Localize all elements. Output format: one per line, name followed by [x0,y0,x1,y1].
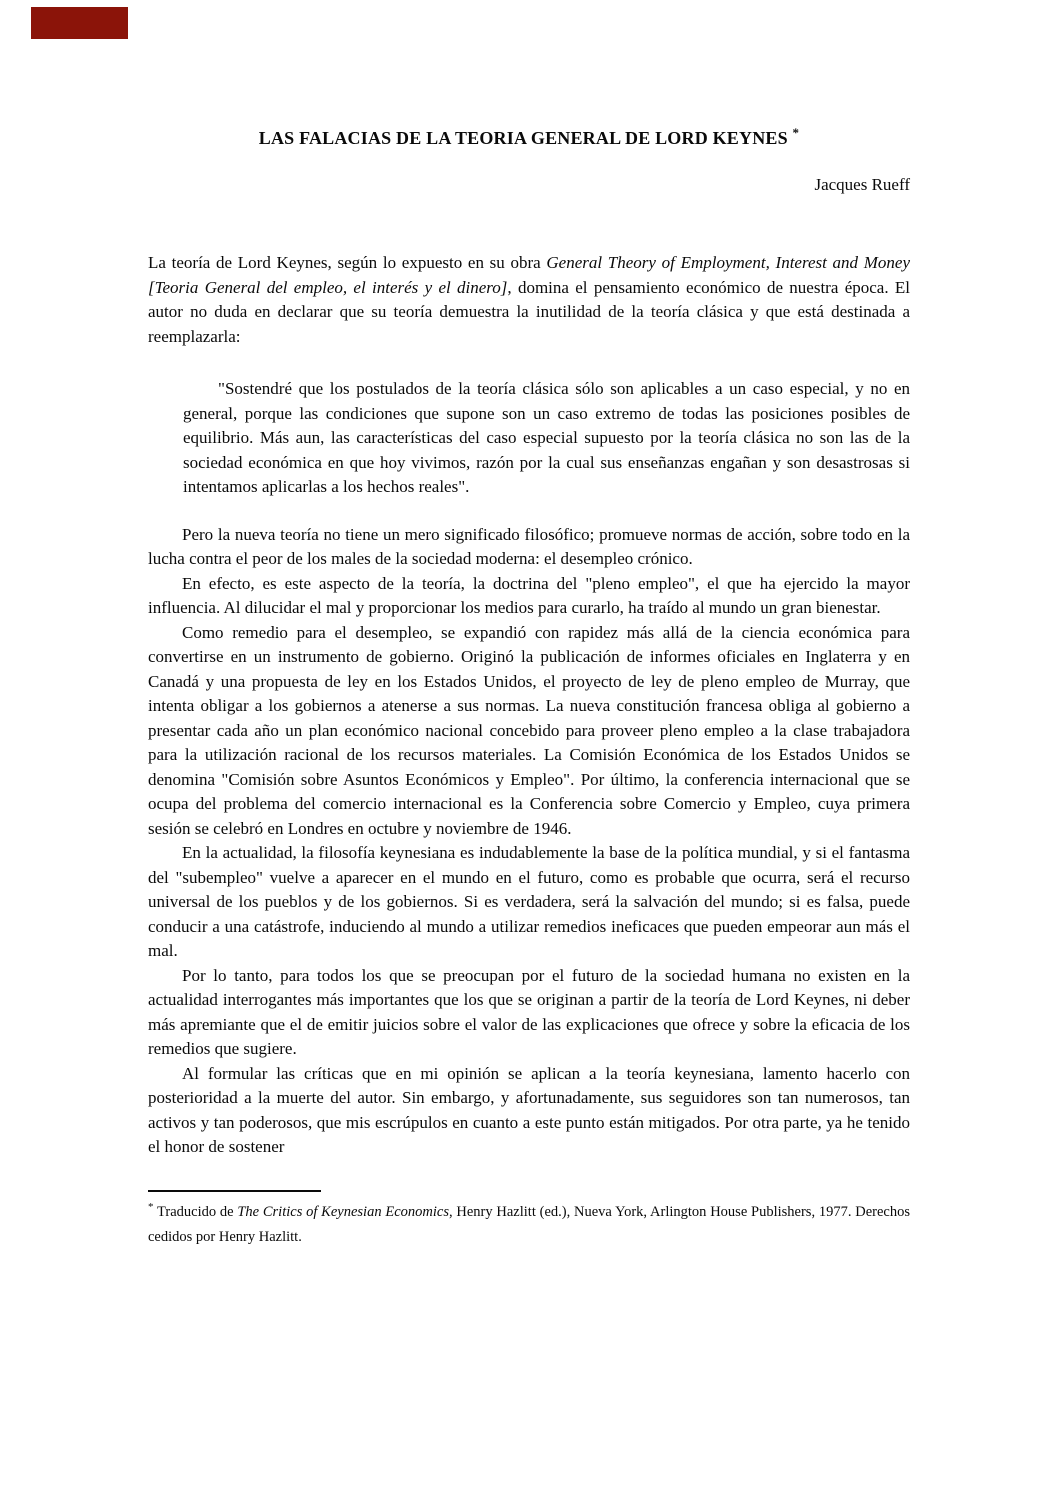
footnote [148,1200,910,1250]
block-quote: "Sostendré que los postulados de la teoría clásica sólo son aplicables a un caso especial, y no en general, porque las condiciones que supone son un caso extremo de todas las posiciones posibles de equilibrio. Más aun, las características del caso especial supuesto por la teoría clásica no son las de la sociedad económica en que hoy vivimos, razón por la cual sus enseñanzas engañan y son desastrosas si intentamos aplicarlas a los hechos reales". [183,379,910,496]
page-title [148,0,910,149]
page-content [148,0,910,1250]
footnote-separator [148,1190,321,1192]
body-paragraph: Como remedio para el desempleo, se expandió con rapidez más allá de la ciencia económica para convertirse en un instrumento de gobierno. Originó la publicación de informes oficiales en Inglaterra y en Canadá y una propuesta de ley en los Estados Unidos, el proyecto de ley de pleno empleo de Murray, que intenta obligar a los gobiernos a atenerse a sus normas. La nueva constitución francesa obliga al gobierno a presentar cada año un plan económico nacional concebido para proveer pleno empleo a la clase trabajadora para la utilización racional de los recursos materiales. La Comisión Económica de los Estados Unidos se denomina "Comisión sobre Asuntos Económicos y Empleo". Por último, la conferencia internacional que se ocupa del problema del comercio internacional es la Conferencia sobre Comercio y Empleo, cuya primera sesión se celebró en Londres en octubre y noviembre de 1946. [148,622,910,838]
title-footnote-mark: * [792,125,800,140]
body-paragraphs [148,523,910,1160]
body-paragraph: En efecto, es este aspecto de la teoría, la doctrina del "pleno empleo", el que ha ejercido la mayor influencia. Al dilucidar el mal y proporcionar los medios para curarlo, ha traído al mundo un gran bienestar. [148,573,910,617]
corner-stamp [31,7,128,39]
footnote-mark: * [148,1200,154,1213]
body-paragraph: Por lo tanto, para todos los que se preocupan por el futuro de la sociedad humana no existen en la actualidad interrogantes más importantes que los que se originan a partir de la teoría de Lord Keynes, ni deber más apremiante que el de emitir juicios sobre el valor de las explicaciones que ofrece y sobre la eficacia de los remedios que sugiere. [148,965,910,1058]
text-run: , Henry Hazlitt (ed.), Nueva York, Arlington House Publishers, 1977. Derechos cedidos por Henry Hazlitt. [148,1203,911,1245]
italic-text-run: The Critics of Keynesian Economics [237,1203,449,1220]
footnote-text [148,1204,910,1245]
body-paragraph: Pero la nueva teoría no tiene un mero significado filosófico; promueve normas de acción, sobre todo en la lucha contra el peor de los males de la sociedad moderna: el desempleo crónico. [148,524,910,568]
author-byline: Jacques Rueff [814,175,910,194]
text-run: , domina el pensamiento económico de nuestra época. El autor no duda en declarar que su teoría demuestra la inutilidad de la teoría clásica y que está destinada a reemplazarla: [148,277,910,346]
italic-text-run: General Theory of Employment, Interest and Money [Teoria General del empleo, el interés y el dinero] [148,253,910,297]
body-paragraph: En la actualidad, la filosofía keynesiana es indudablemente la base de la política mundial, y si el fantasma del "subempleo" vuelve a aparecer en el mundo en el futuro, como es probable que ocurra, será el recurso universal de los pueblos y de los gobiernos. Si es verdadera, será la salvación del mundo; si es falsa, puede conducir a una catástrofe, induciendo al mundo a utilizar remedios ineficaces que pueden empeorar aun más el mal. [148,843,910,960]
text-run: Traducido de [153,1203,238,1220]
intro-paragraph [148,251,910,349]
body-paragraph: Al formular las críticas que en mi opinión se aplican a la teoría keynesiana, lamento hacerlo con posterioridad a la muerte del autor. Sin embargo, y afortunadamente, sus seguidores son tan numerosos, tan activos y tan poderosos, que mis escrúpulos en cuanto a este punto están mitigados. Por otra parte, ya he tenido el honor de sostener [148,1063,910,1156]
text-run: La teoría de Lord Keynes, según lo expuesto en su obra [148,253,547,272]
page-title-text: LAS FALACIAS DE LA TEORIA GENERAL DE LORD KEYNES [258,128,788,148]
